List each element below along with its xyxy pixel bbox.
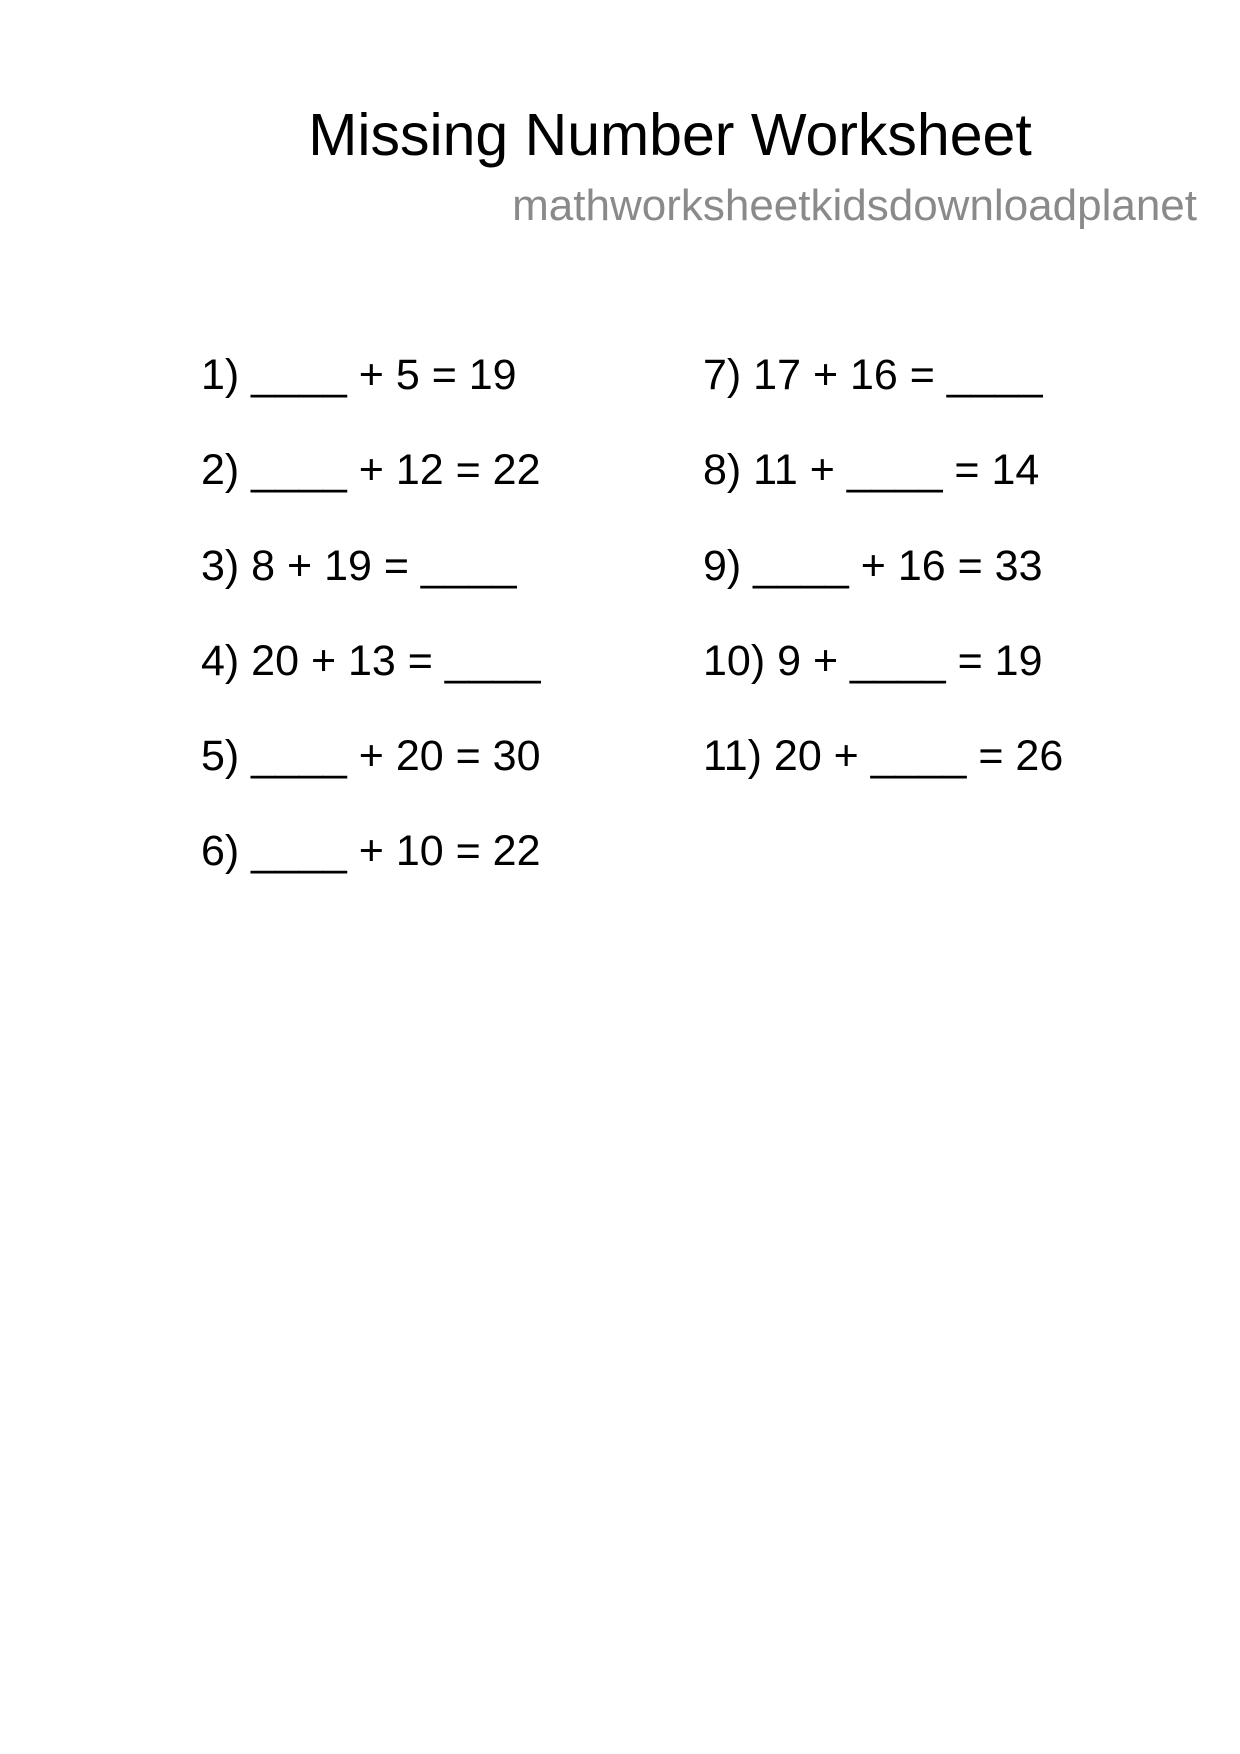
problem-9: 9) ____ + 16 = 33	[703, 541, 1043, 590]
problem-11: 11) 20 + ____ = 26	[703, 732, 1064, 781]
problem-2: 2) ____ + 12 = 22	[201, 446, 541, 495]
problem-3: 3) 8 + 19 = ____	[201, 541, 517, 590]
problem-7: 7) 17 + 16 = ____	[703, 351, 1043, 399]
problem-6: 6) ____ + 10 = 22	[201, 827, 541, 876]
problem-8: 8) 11 + ____ = 14	[703, 446, 1040, 495]
problem-1: 1) ____ + 5 = 19	[201, 351, 517, 399]
problem-5: 5) ____ + 20 = 30	[201, 732, 541, 781]
site-watermark: mathworksheetkidsdownloadplanet	[512, 181, 1197, 230]
problem-4: 4) 20 + 13 = ____	[201, 636, 541, 685]
problems-left-column	[201, 350, 541, 922]
problem-10: 10) 9 + ____ = 19	[703, 636, 1043, 685]
page-title: Missing Number Worksheet	[308, 102, 1032, 168]
problems-right-column	[703, 350, 1063, 826]
